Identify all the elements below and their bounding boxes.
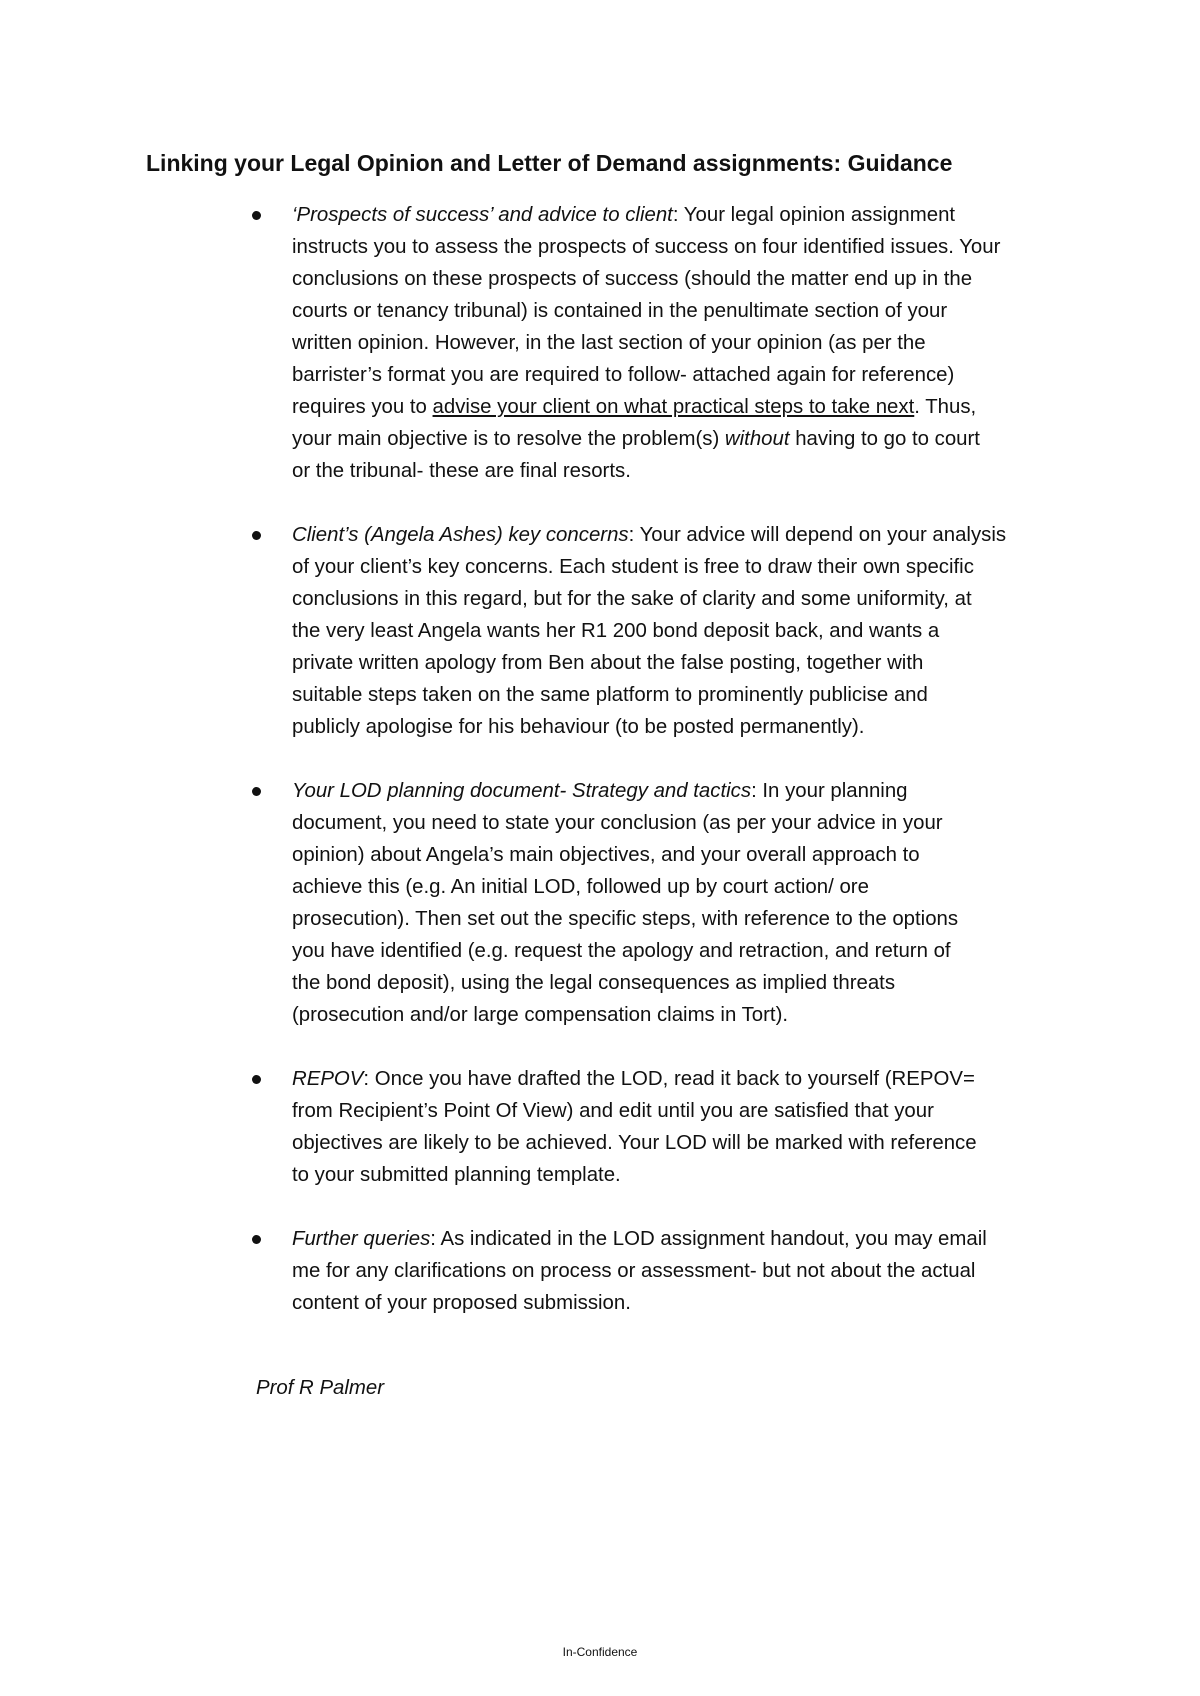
text-line: publicly apologise for his behaviour (to be posted permanently). [292,716,865,738]
item-heading: ‘Prospects of success’ and advice to client [292,204,673,226]
text-line: you have identified (e.g. request the apology and retraction, and return of [292,940,951,962]
bullet-dot-icon [252,787,261,796]
item-heading: Client’s (Angela Ashes) key concerns [292,524,629,546]
text-line: written opinion. However, in the last section of your opinion (as per the [292,332,926,354]
text-line: content of your proposed submission. [292,1292,631,1314]
guidance-item [292,199,1082,487]
text-line: (prosecution and/or large compensation claims in Tort). [292,1004,789,1026]
text-line: Further queries: As indicated in the LOD assignment handout, you may email [292,1228,987,1250]
item-heading: REPOV [292,1068,364,1090]
text-line: from Recipient’s Point Of View) and edit until you are satisfied that your [292,1100,934,1122]
footer-classification: In-Confidence [562,1645,638,1659]
bullet-dot-icon [252,1075,261,1084]
text-line: or the tribunal- these are final resorts. [292,460,631,482]
text-line: private written apology from Ben about the false posting, together with [292,652,924,674]
guidance-item [292,519,1082,743]
text-line: Your LOD planning document- Strategy and tactics: In your planning [292,780,908,802]
item-heading: Your LOD planning document- Strategy and tactics [292,780,752,802]
text-line: conclusions in this regard, but for the sake of clarity and some uniformity, at [292,588,972,610]
signature: Prof R Palmer [256,1377,385,1399]
text-line: objectives are likely to be achieved. Your LOD will be marked with reference [292,1132,977,1154]
text-line: to your submitted planning template. [292,1164,621,1186]
item-heading: Further queries [292,1228,431,1250]
text-line: the bond deposit), using the legal consequences as implied threats [292,972,896,994]
text-line: REPOV: Once you have drafted the LOD, read it back to yourself (REPOV= [292,1068,975,1090]
text-line: barrister’s format you are required to follow- attached again for reference) [292,364,955,386]
text-line: the very least Angela wants her R1 200 bond deposit back, and wants a [292,620,940,642]
guidance-item [292,1063,1082,1191]
bullet-dot-icon [252,1235,261,1244]
text-line: document, you need to state your conclusion (as per your advice in your [292,812,943,834]
text-line: ‘Prospects of success’ and advice to client: Your legal opinion assignment [292,204,956,226]
bullet-dot-icon [252,211,261,220]
text-line: conclusions on these prospects of success (should the matter end up in the [292,268,973,290]
text-line: achieve this (e.g. An initial LOD, followed up by court action/ ore [292,876,869,898]
bullet-dot-icon [252,531,261,540]
underlined-phrase: advise your client on what practical steps to take next [432,396,915,418]
text-line: courts or tenancy tribunal) is contained in the penultimate section of your [292,300,948,322]
text-line: prosecution). Then set out the specific steps, with reference to the options [292,908,959,930]
text-line: your main objective is to resolve the problem(s) without having to go to court [292,428,980,450]
guidance-item [292,1223,1082,1319]
text-line: requires you to advise your client on what practical steps to take next. Thus, [292,396,977,418]
text-line: Client’s (Angela Ashes) key concerns: Your advice will depend on your analysis [292,524,1007,546]
text-line: opinion) about Angela’s main objectives, and your overall approach to [292,844,920,866]
text-line: me for any clarifications on process or assessment- but not about the actual [292,1260,976,1282]
document-title: Linking your Legal Opinion and Letter of Demand assignments: Guidance [146,150,953,176]
guidance-list [292,199,1082,1351]
guidance-item [292,775,1082,1031]
text-line: instructs you to assess the prospects of success on four identified issues. Your [292,236,1001,258]
italic-word: without [724,428,790,450]
text-line: suitable steps taken on the same platform to prominently publicise and [292,684,928,706]
text-line: of your client’s key concerns. Each student is free to draw their own specific [292,556,974,578]
